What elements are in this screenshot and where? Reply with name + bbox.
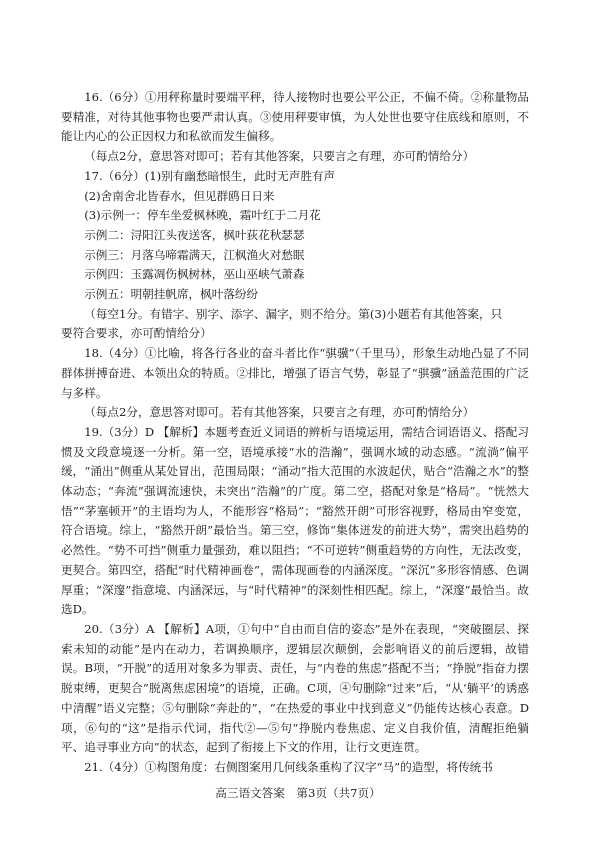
- q17-scoring-note-line-1: （每空1分。有错字、别字、添字、漏字，则不给分。第(3)小题若有其他答案，只: [84, 306, 503, 321]
- q18-scoring-note: （每点2分，意思答对即可。若有其他答案，只要言之有理，亦可酌情给分）: [84, 405, 475, 420]
- q17-example-3: 示例三：月落乌啼霜满天，江枫渔火对愁眠: [84, 247, 305, 262]
- q16-answer: 16.（6分）①用秤称量时要端平秤，待人接物时也要公平公正，不偏不倚。②称量物品要精准，对待其他事物也要严肃认真。③使用秤要审慎，为人处世也要守住底线和原则，不能让内心的公正因权力和私欲而发生偏移。: [61, 90, 529, 144]
- q16-scoring-note: （每点2分，意思答对即可；若有其他答案，只要言之有理，亦可酌情给分）: [84, 149, 475, 164]
- q17-answer-1: 17.（6分）(1)别有幽愁暗恨生，此时无声胜有声: [84, 168, 336, 183]
- page-footer: 高三语文答案 第3页（共7页）: [215, 786, 381, 800]
- q19-answer-analysis: 19.（3分）D 【解析】本题考查近义词语的辨析与语境运用，需结合词语语义、搭配习惯及文段意境逐一分析。第一空，语境承接“水的浩瀚”，强调水域的动态感。“流淌”偏平缓，“涌出”侧重从某处冒出，范围局限；“涌动”指大范围的水波起伏，贴合“浩瀚之水”的整体动态；“奔流”强调流速快，未突出“浩瀚”的广度。第二空，搭配对象是“格局”。“恍然大悟”“茅塞顿开”的主语均为人，不能形容“格局”；“豁然开朗”可形容视野，格局由窄变宽，符合语境。综上，“豁然开朗”最恰当。第三空，修饰“集体迸发的前进大势”，需突出趋势的必然性。“势不可挡”侧重力量强劲，难以阻挡；“不可逆转”侧重趋势的方向性，无法改变，更契合。第四空，搭配“时代精神画卷”，需体现画卷的内涵深度。“深沉”多形容情感、色调厚重；“深邃”指意境、内涵深远，与“时代精神”的深刻性相匹配。综上，“深邃”最恰当。故选D。: [61, 424, 529, 617]
- q17-answer-2: (2)舍南舍北皆春水，但见群鸥日日来: [84, 188, 275, 203]
- answer-page-body: [61, 88, 529, 778]
- q18-answer: 18.（4分）①比喻，将各行各业的奋斗者比作“骐骥”（千里马），形象生动地凸显了不同群体拼搏奋进、本领出众的特质。②排比，增强了语言气势，彰显了“骐骥”涵盖范围的广泛与多样。: [61, 346, 529, 400]
- q17-example-4: 示例四：玉露凋伤枫树林，巫山巫峡气萧森: [84, 267, 305, 282]
- q17-scoring-note: [61, 305, 529, 344]
- q20-answer-analysis: 20.（3分）A 【解析】A项，①句中“自由而自信的姿态”是外在表现，“突破圈层、探索未知的动能”是内在动力，若调换顺序，逻辑层次颠倒，会影响语义的前后逻辑，故错误。B项，“开脱”的适用对象多为罪责、责任，与“内卷的焦虑”搭配不当；“挣脱”指奋力摆脱束缚，更契合“脱离焦虑困境”的语境，正确。C项，④句删除“过来”后，“从‘躺平’的诱惑中清醒”语义完整；⑤句删除“奔赴的”，“在热爱的事业中找到意义”仍能传达核心表意。D项，⑥句的“这”是指示代词，指代②—⑤句“挣脱内卷焦虑、定义自我价值，清醒拒绝躺平、追寻事业方向”的状态，起到了衔接上下文的作用，让行文更连贯。: [61, 621, 529, 755]
- q21-answer-start: 21.（4分）①构图角度：右侧图案用几何线条重构了汉字“马”的造型，将传统书: [84, 759, 493, 774]
- q17-example-5: 示例五：明朝挂帆席，枫叶落纷纷: [84, 287, 259, 302]
- q17-example-2: 示例二：浔阳江头夜送客，枫叶荻花秋瑟瑟: [84, 227, 305, 242]
- q17-answer-3: (3)示例一：停车坐爱枫林晚，霜叶红于二月花: [84, 208, 321, 223]
- q17-scoring-note-line-2: 要符合要求，亦可酌情给分）: [61, 326, 212, 341]
